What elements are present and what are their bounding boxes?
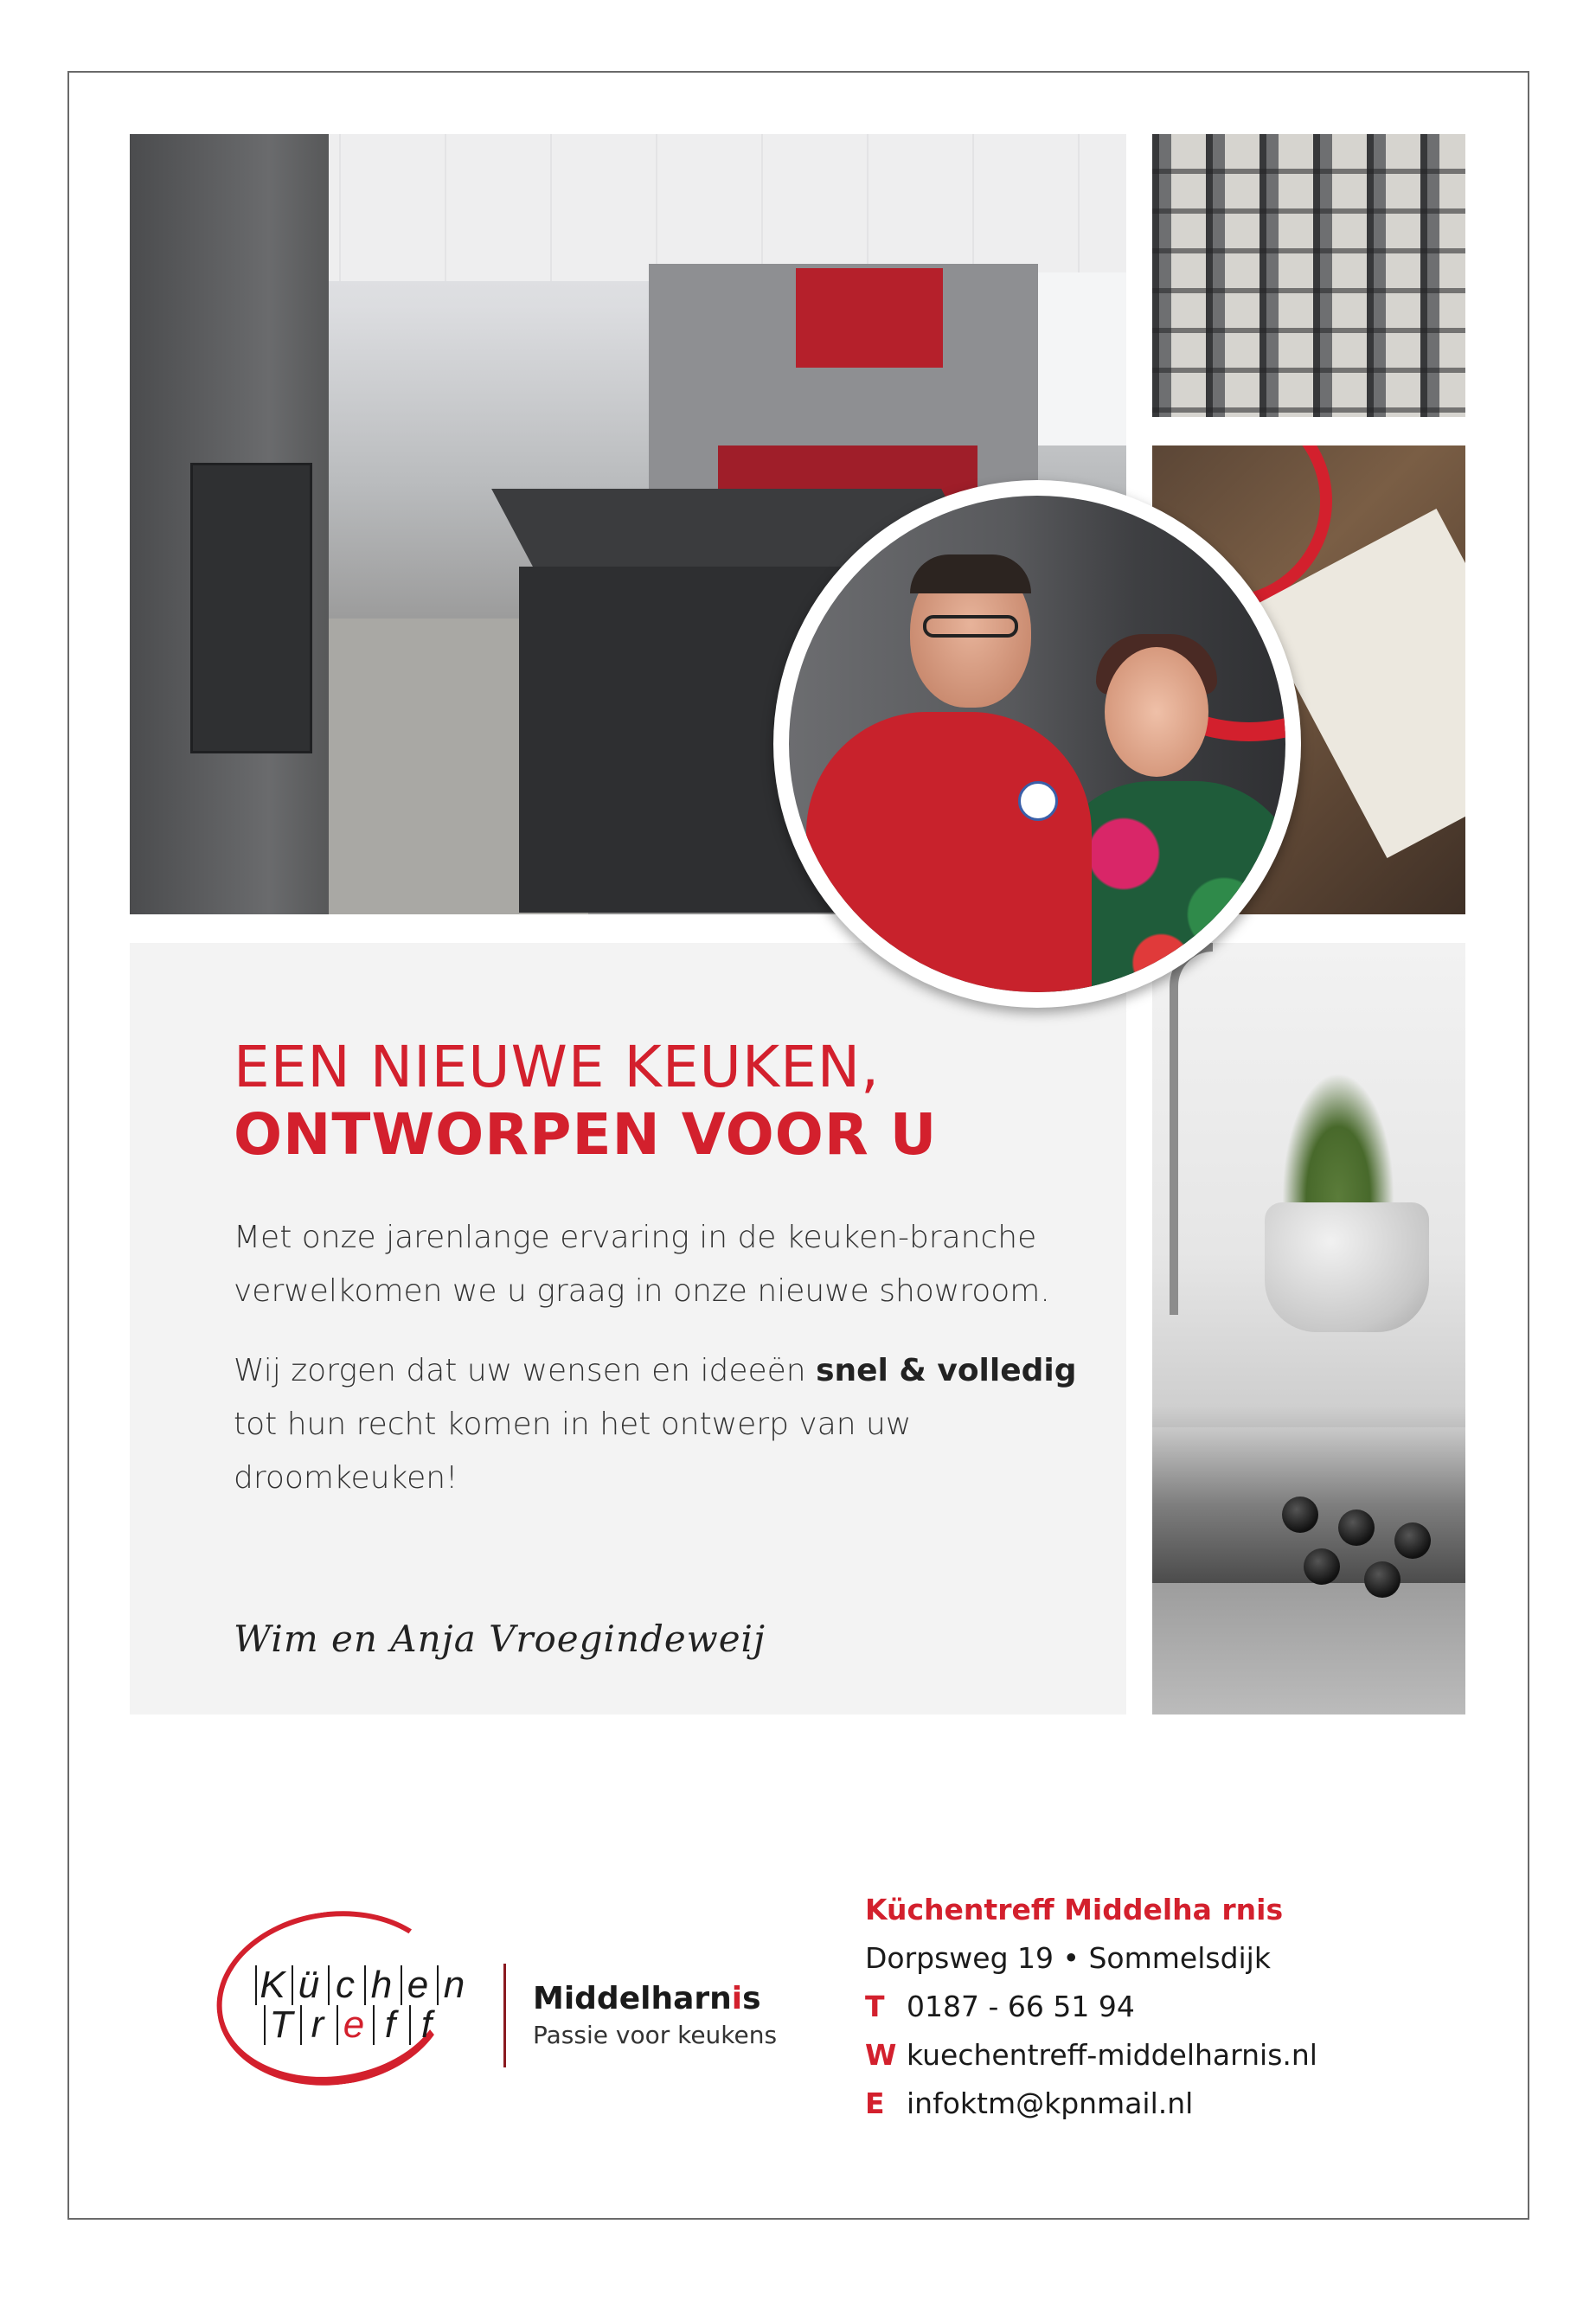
logo-letter: c	[328, 1965, 361, 2005]
body-copy	[234, 1211, 1081, 1505]
website-link[interactable]: kuechentreff-middelharnis.nl	[907, 2038, 1317, 2072]
portrait-photo	[789, 496, 1285, 992]
faucet	[1170, 943, 1213, 1315]
brand-name-end: s	[742, 1981, 761, 2016]
logo-row-1	[255, 1965, 473, 2005]
paragraph-2-bold: snel & volledig	[816, 1353, 1077, 1388]
logo-letter: e	[401, 1965, 433, 2005]
knob	[1338, 1509, 1375, 1546]
logo-letter: h	[364, 1965, 397, 2005]
logo-row-2	[264, 2005, 473, 2045]
web-key: W	[865, 2038, 897, 2072]
knob	[1364, 1561, 1401, 1598]
owners-portrait	[773, 480, 1301, 1008]
logo-lettering	[255, 1965, 473, 2045]
logo-letter: T	[264, 2005, 297, 2045]
logo-letter: f	[373, 2005, 406, 2045]
phone-line	[865, 1983, 1317, 2031]
email-link[interactable]: infoktm@kpnmail.nl	[907, 2086, 1194, 2120]
woman-face	[1105, 647, 1208, 777]
man-shirt	[806, 712, 1092, 992]
logo-letter: e	[337, 2005, 369, 2045]
glasses	[923, 615, 1018, 638]
company-name: Küchentreff Middelha rnis	[865, 1893, 1284, 1926]
phone-number[interactable]: 0187 - 66 51 94	[907, 1990, 1135, 2023]
oven	[190, 463, 312, 753]
name-badge	[1018, 781, 1058, 821]
red-cabinet	[796, 268, 943, 368]
logo-letter: K	[255, 1965, 288, 2005]
brand-location	[533, 1981, 761, 2016]
contact-block	[865, 1886, 1317, 2128]
headline	[234, 1034, 937, 1169]
email-key: E	[865, 2086, 885, 2120]
intro-panel	[130, 943, 1126, 1715]
paragraph-1: Met onze jarenlange ervaring in de keuken-branche verwelkomen we u graag in onze nieuwe showroom.	[234, 1220, 1050, 1309]
knob	[1394, 1522, 1431, 1559]
headline-line-1: EEN NIEUWE KEUKEN,	[234, 1034, 881, 1100]
address: Dorpsweg 19 • Sommelsdijk	[865, 1941, 1271, 1975]
sample-shelves	[1152, 134, 1465, 417]
paragraph-2-start: Wij zorgen dat uw wensen en ideeën	[234, 1353, 817, 1388]
brand-name-red: i	[731, 1981, 743, 2016]
website-line	[865, 2031, 1317, 2080]
signature: Wim en Anja Vroegindeweij	[234, 1618, 766, 1660]
knob	[1282, 1497, 1318, 1533]
brand-tagline: Passie voor keukens	[533, 2021, 778, 2049]
paragraph-2-end: tot hun recht komen in het ontwerp van uw droomkeuken!	[234, 1407, 912, 1496]
logo-letter: r	[300, 2005, 333, 2045]
email-line	[865, 2080, 1317, 2128]
cooktop-photo	[1152, 943, 1465, 1715]
phone-key: T	[865, 1990, 885, 2023]
paragraph-2	[234, 1344, 1081, 1505]
logo-letter: f	[409, 2005, 442, 2045]
sample-rack-photo	[1152, 134, 1465, 417]
logo-divider	[503, 1964, 506, 2067]
brand-name-start: Middelharn	[533, 1981, 732, 2016]
man-hair	[910, 554, 1031, 593]
logo-letter: ü	[292, 1965, 324, 2005]
kuechentreff-logo	[216, 1912, 465, 2093]
logo-letter: n	[437, 1965, 470, 2005]
plant-pot	[1265, 1202, 1429, 1332]
headline-line-2: ONTWORPEN VOOR U	[234, 1101, 938, 1168]
knob	[1304, 1548, 1340, 1585]
